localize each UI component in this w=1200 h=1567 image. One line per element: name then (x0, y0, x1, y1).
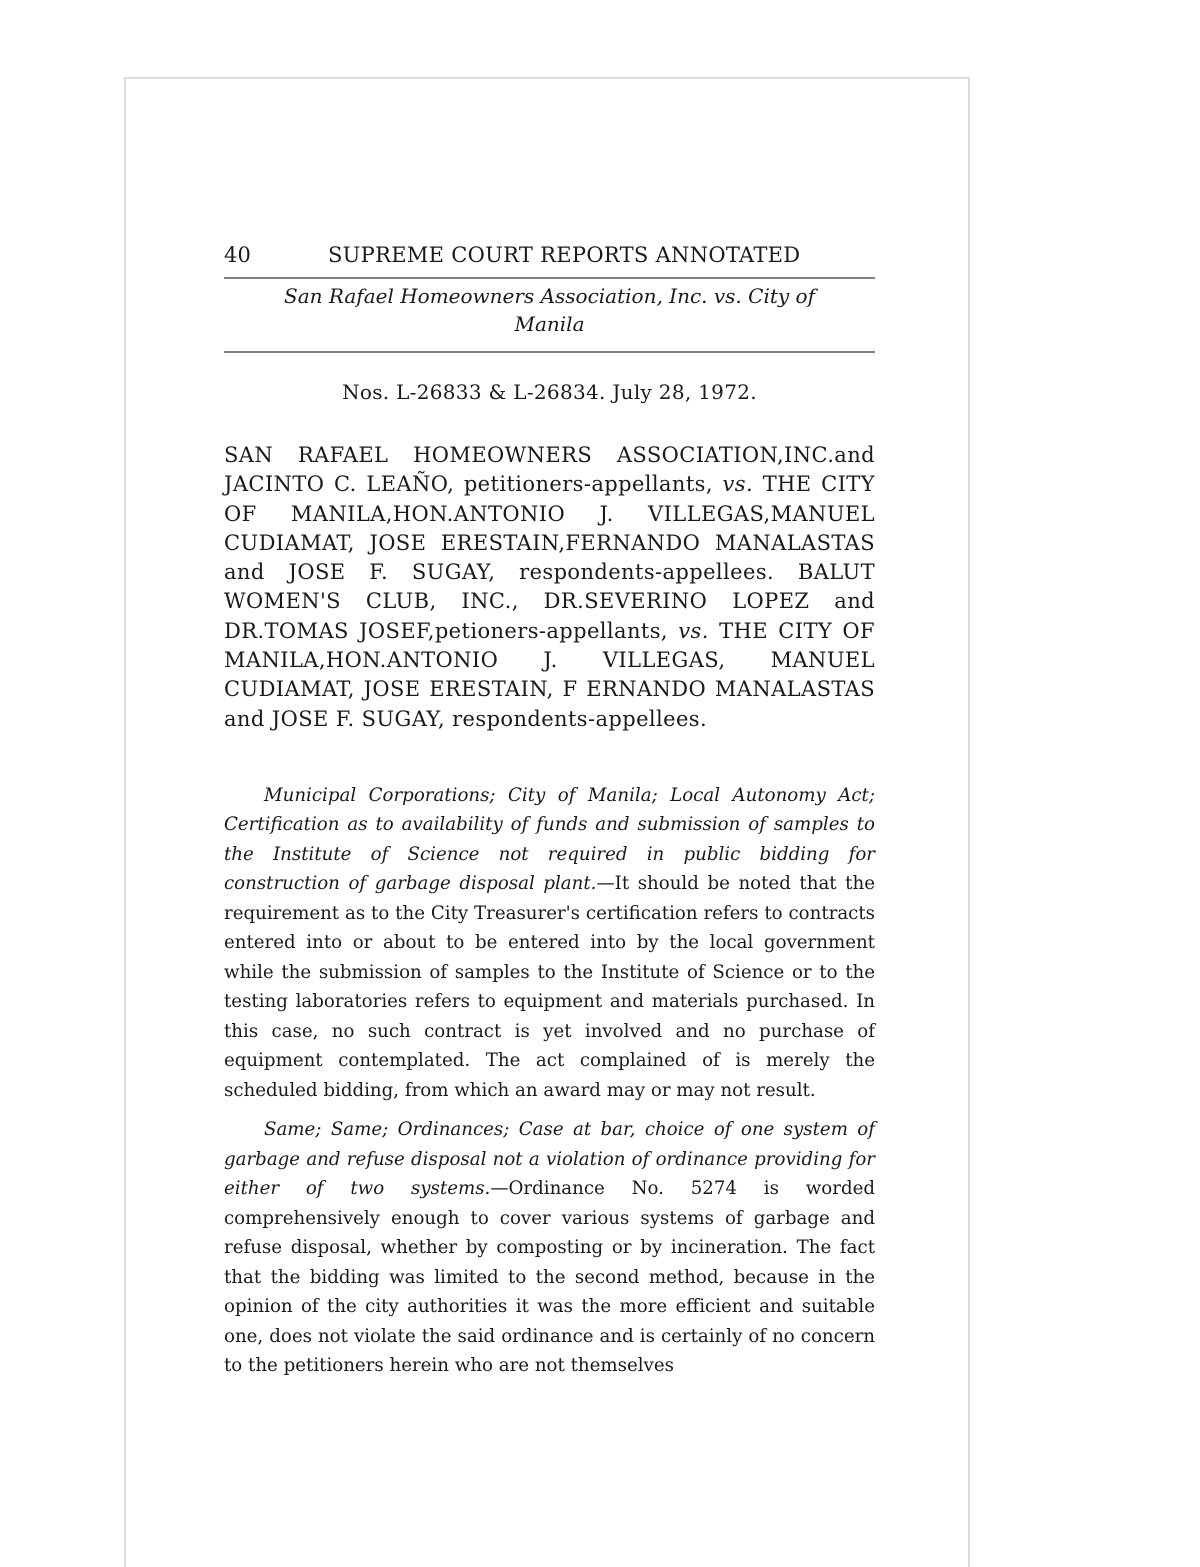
case-numbers: Nos. L-26833 & L-26834. July 28, 1972. (342, 380, 757, 404)
syllabus-body-1: —It should be noted that the requirement as to the City Treasurer's certification refers to contracts entered into or about to be entered into by the local government while the submission of samples to the Institute of Science or to the testing laboratories refers to equipment and materials purchased. In this case, no such contract is yet involved and no purchase of equipment contemplated. The act complained of is merely the scheduled bidding, from which an award may or may not result. (224, 873, 875, 1101)
syllabus-paragraph-2 (224, 1115, 875, 1381)
journal-title: SUPREME COURT REPORTS ANNOTATED (328, 243, 801, 267)
syllabus-heading-2: Same; Same; Ordinances; Case at bar, choice of one system of garbage and refuse disposal not a violation of ordinance providing for either of two systems. (224, 1119, 875, 1200)
syllabus-heading-1: Municipal Corporations; City of Manila; Local Autonomy Act; Certification as to availability of funds and submission of samples to the Institute of Science not required in public bidding for construction of garbage disposal plant. (224, 784, 875, 895)
versus-2: vs. (678, 618, 709, 643)
parties-text-3: THE CITY OF MANILA,HON.ANTONIO J. VILLEGAS, MANUEL CUDIAMAT, JOSE ERESTAIN, F ERNANDO MANALASTAS and JOSE F. SUGAY, respondents-appellees. (224, 618, 876, 731)
case-title: San Rafael Homeowners Association, Inc. vs. City of Manila (284, 284, 815, 336)
syllabus-body-2: —Ordinance No. 5274 is worded comprehensively enough to cover various systems of garbage and refuse disposal, whether by composting or by incineration. The fact that the bidding was limited to the second method, because in the opinion of the city authorities it was the more efficient and suitable one, does not violate the said ordinance and is certainly of no concern to the petitioners herein who are not themselves (224, 1178, 875, 1377)
versus-1: vs. (722, 472, 754, 497)
page-number: 40 (224, 243, 252, 267)
parties-text-1: SAN RAFAEL HOMEOWNERS ASSOCIATION,INC.and JACINTO C. LEAÑO, petitioners-appellants, (224, 443, 875, 497)
running-head (224, 243, 875, 277)
header-rule-bottom (224, 351, 875, 353)
syllabus-paragraph-1 (224, 781, 875, 1106)
parties-text-2: THE CITY OF MANILA,HON.ANTONIO J. VILLEGAS,MANUEL CUDIAMAT, JOSE ERESTAIN,FERNANDO MANALASTAS and JOSE F. SUGAY, respondents-appellees. BALUT WOMEN'S CLUB, INC., DR.SEVERINO LOPEZ and DR.TOMAS JOSEF,petioners-appellants, (224, 472, 875, 643)
case-parties (224, 441, 875, 734)
document-content (224, 243, 875, 1381)
